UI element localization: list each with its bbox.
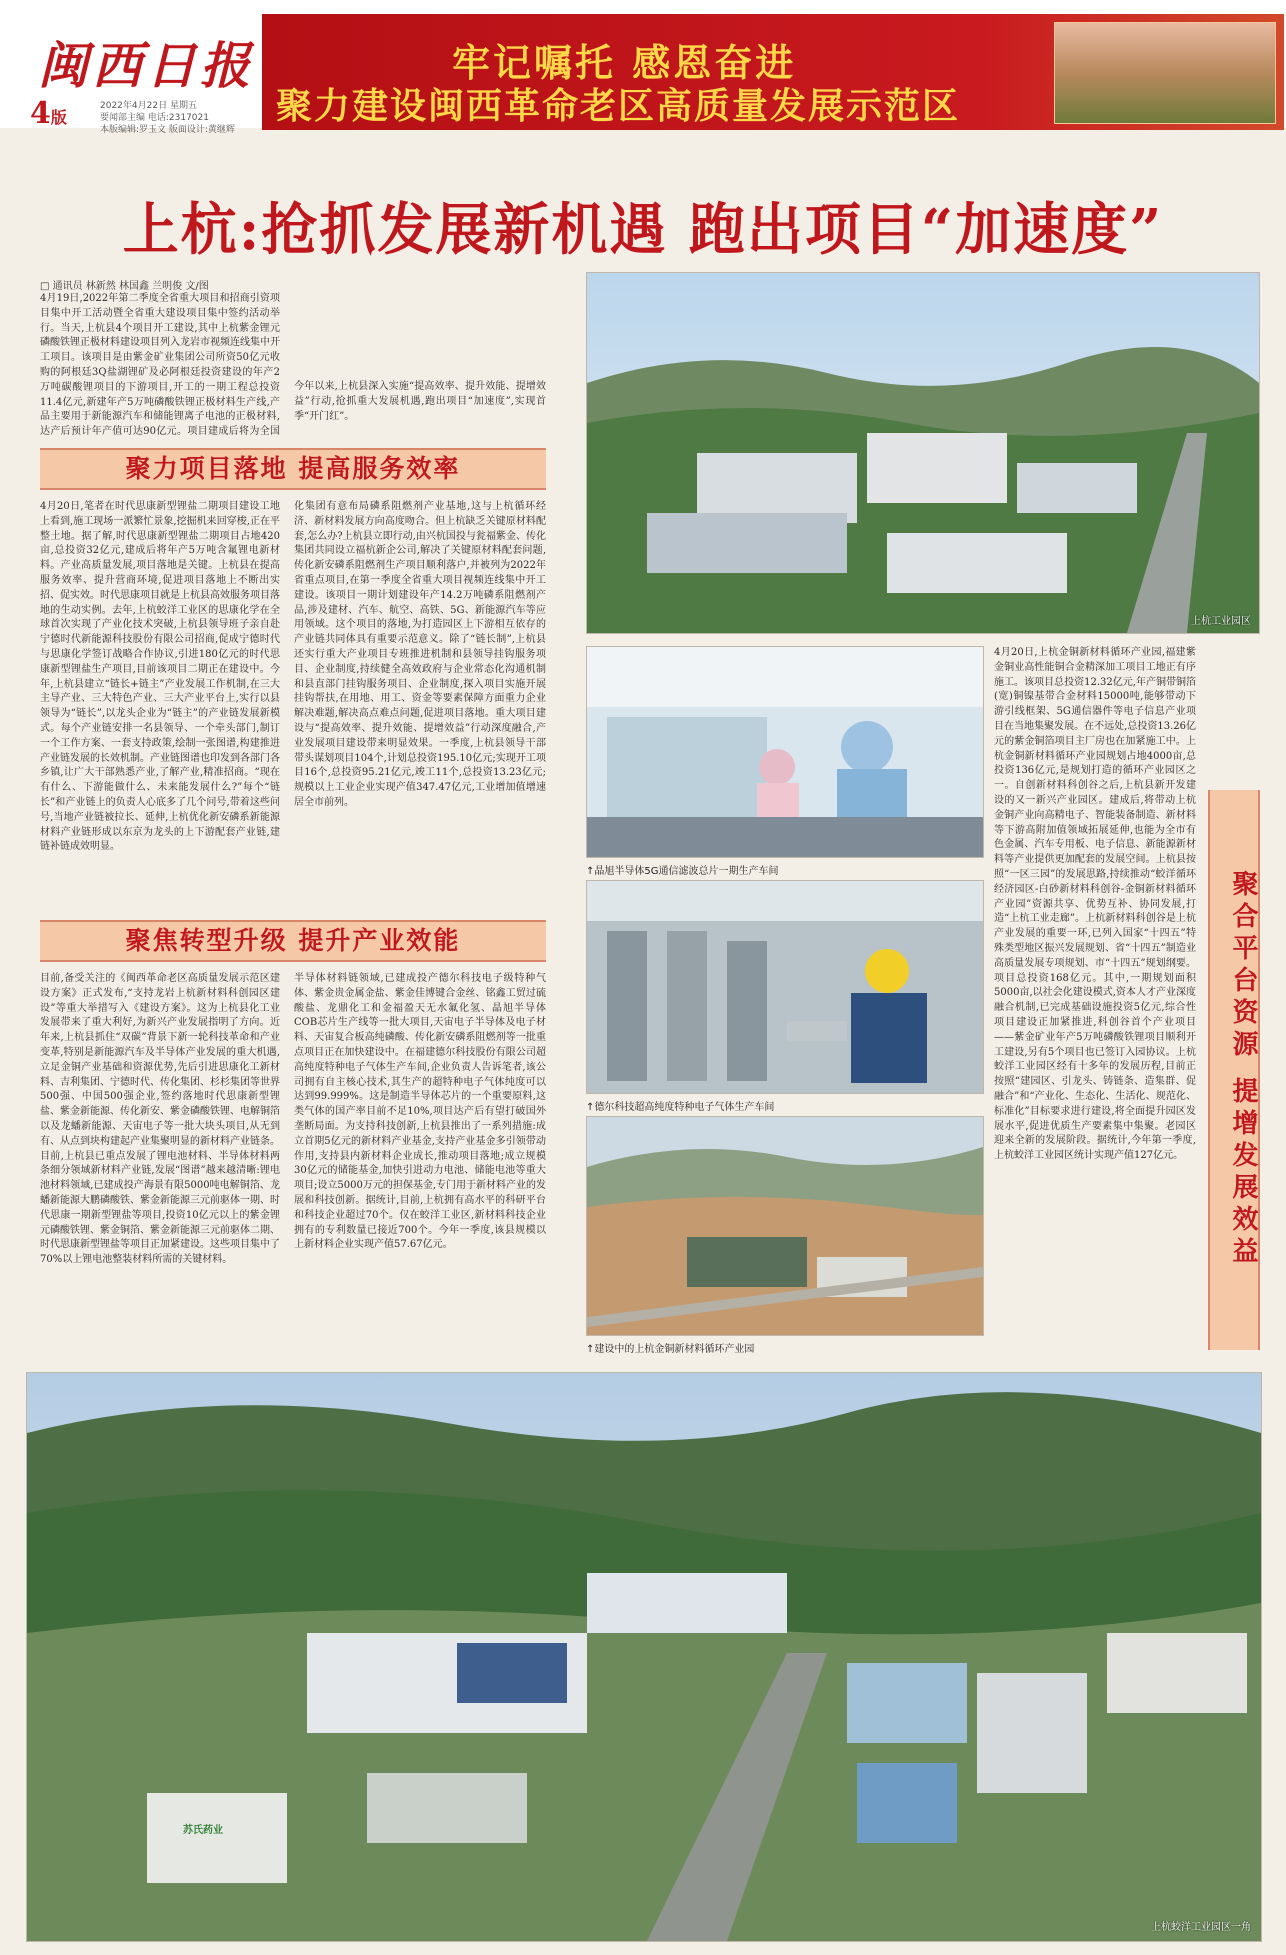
section2-text-col1: 目前,备受关注的《闽西革命老区高质量发展示范区建设方案》正式发布,“支持龙岩上杭新材料科创园区建设”等重大举措写入《建设方案》。这为上杭县化工业发展带来了重大利好,为新兴产业发展指明了方向。近年来,上杭县抓住“双碳”背景下新一轮科技革命和产业变革,特别是新能源汽车及半导体产业发展的重大机遇,立足金铜产业基础和资源优势,先后引进思康化工新材料、吉利集团、宁德时代、传化集团、杉杉集团等世界500强、中国500强企业,签约落地时代思康新型锂盐、紫金新能源、传化新安、紫金磷酸铁锂、电解铜箔以及龙蟠新能源、天宙电子等一批大块头项目,从无到有、从点到块构建起产业集聚明显的新材料产业链条。目前,上杭县已重点发展了锂电池材料、半导体材料两条细分领域新材料产业链,发展“图谱”越来越清晰:锂电池材料领域,已建成投产海景有限5000吨电解铜箔、龙蟠新能源大鹏磷酸铁、紫金新能源三元前驱体一期、时代思康一期新型锂盐等项目,投资10亿元以上的紫金锂元磷酸铁锂、紫金铜箔、紫金新能源三元前驱体二期、时代思康新型锂盐等项目正加紧建设。这些项目集中了70%以上锂电池整装材料所需的关键材料。 [40, 973, 280, 1266]
copper-park-construction-photo [586, 1116, 984, 1336]
industrial-park-aerial-image [587, 273, 1259, 633]
banner-slogan: 牢记嘱托 感恩奋进 [452, 40, 797, 85]
intro-text-col2: 今年以来,上杭县深入实施“提高效率、提升效能、提增效益”行动,抢抓重大发展机遇,跑出项目“加速度”,实现首季“开门红”。 [294, 381, 546, 422]
section2-text-col2: 半导体材料链领域,已建成投产德尔科技电子级特种气体、紫金贵金属金盐、紫金佳博键合金丝、铭鑫工贸过硫酸盐、龙鼎化工和金福盈天无水氟化氢、晶旭半导体COB芯片生产线等一批大项目,天宙电子半导体及电子材料、天宙复合板高纯磷酸、传化新安磷系阻燃剂等一批重点项目正在加快建设中。在福建德尔科技股份有限公司超高纯度特种电子气体生产车间,企业负责人告诉笔者,该公司拥有自主核心技术,其生产的超特种电子气体纯度可以达到99.999%。这是制造半导体芯片的一个重要原料,这类气体的国产率目前不足10%,项目达产后有望打破国外垄断局面。为支持科技创新,上杭县推出了一系列措施:成立首期5亿元的新材料产业基金,支持产业基金多引领带动作用,支持县内新材料企业成长,推动项目落地;成立规模30亿元的储能基金,加快引进动力电池、储能电池等重大项目;设立5000万元的担保基金,专门用于新材料产业的发展和科技创新。据统计,目前,上杭拥有高水平的科研平台和科技企业超过70个。仅在蛟洋工业区,新材料科技企业拥有的专利数量已接近700个。今年一季度,该县规模以上新材料企业实现产值57.67亿元。 [294, 973, 546, 1251]
gas-workshop-photo [586, 880, 984, 1094]
photo-caption-4: ↑建设中的上杭金铜新材料循环产业园 [586, 1344, 755, 1355]
banner-title: 聚力建设闽西革命老区高质量发展示范区 [276, 85, 961, 127]
semiconductor-workshop-photo [586, 646, 984, 858]
headline: 上杭:抢抓发展新机遇 跑出项目“加速度” [122, 197, 1164, 263]
section-heading-2: 聚焦转型升级 提升产业效能 [40, 920, 546, 962]
jiaoyang-industrial-park-image [27, 1373, 1261, 1941]
intro-text-col1: 4月19日,2022年第二季度全省重大项目和招商引资项目集中开工活动暨全省重大建设项目集中签约活动举行。当天,上杭县4个项目开工建设,其中上杭紫金锂元磷酸铁锂正极材料建设项目列入龙岩市视频连线集中开工项目。该项目是由紫金矿业集团公司所资50亿元收购的阿根廷3Q盐湖锂矿及必阿根廷投资建设的年产2万吨碳酸锂项目的下游项目,开工的一期工程总投资11.4亿元,新建年产5万吨磷酸铁锂正极材料生产线,产品主要用于新能源汽车和储能锂离子电池的正极材料,达产后预计年产值可达90亿元。项目建成后将为全国 [40, 293, 280, 438]
section1-text-col2: 化集团有意布局磷系阻燃剂产业基地,这与上杭循环经济、新材料发展方向高度吻合。但上杭缺乏关键原材料配套,怎么办?上杭县立即行动,由兴杭国投与瓮福紫金、传化集团共同设立福杭新企公司,解决了关键原材料配套问题,传化新安磷系阻燃剂生产项目顺利落户,并被列为2022年省重点项目,在第一季度全省重大项目视频连线集中开工建设。该项目一期计划建设年产14.2万吨磷系阻燃剂产品,涉及建材、汽车、航空、高铁、5G、新能源汽车等应用领域。这个项目的落地,为打造园区上下游相互依存的产业链共同体具有重要示范意义。除了“链长制”,上杭县还实行重大产业项目专班推进机制和县领导挂钩服务项目、企业制度,持续健全高效政府与企业常态化沟通机制和县直部门挂钩服务项目、企业制度,探入项目实施开展挂钩帮扶,在用地、用工、资金等要素保障方面重力企业解决难题,解决高点难点问题,促进项目落地。重大项目建设与“提高效率、提升效能、提增效益”行动深度融合,产业发展项目建设带来明显效果。一季度,上杭县领导干部带头谋划项目104个,计划总投资195.10亿元;实现开工项目16个,总投资95.21亿元,竣工11个,总投资13.23亿元;规模以上工业企业实现产值347.47亿元,工业增加值增速居全市前列。 [294, 501, 546, 808]
copper-park-construction-image [587, 1117, 983, 1335]
photo-caption-3: ↑德尔科技超高纯度特种电子气体生产车间 [586, 1102, 775, 1113]
industrial-park-aerial-photo [586, 272, 1260, 634]
photo-caption-1: 上杭工业园区 [1191, 616, 1251, 627]
section-heading-3: 聚合平台资源 提增发展效益 [1208, 790, 1260, 1350]
section3-text: 4月20日,上杭金铜新材料循环产业园,福建紫金铜业高性能铜合金精深加工项目工地正有序施工。该项目总投资12.32亿元,年产铜带铜箔(宽)铜镍基带合金材料15000吨,能够带动下游引线框架、5G通信器件等电子信息产业项目在当地集聚发展。在不远处,总投资13.26亿元的紫金铜箔项目主厂房也在加紧施工中。上杭金铜新材料循环产业园规划占地4000亩,总投资136亿元,是规划打造的循环产业园区之一。自创新材料科创谷之后,上杭县新开发建设的又一新兴产业园区。建成后,将带动上杭金铜产业向高精电子、智能装备制造、新材料等下游高附加值领域拓展延伸,也能为全市有色金属、汽车专用板、电子信息、新能源新材料等产业提供更加配套的发展空间。上杭县按照“一区三园”的发展思路,持续推动“蛟洋循环经济园区-白砂新材料科创谷-金铜新材料循环产业园”资源共享、优势互补、协同发展,打造“上杭工业走廊”。上杭新材料科创谷是上杭产业发展的重要一环,已列入国家“十四五”特殊类型地区振兴发展规划、省“十四五”制造业高质量发展专项规划、市“十四五”规划纲要。项目总投资168亿元。其中,一期规划面积5000亩,以社会化建设模式,资本人才产业深度融合机制,已完成基础设施投资5亿元,综合性项目建设正加紧推进,科创谷首个产业项目——紫金矿业年产5万吨磷酸铁锂项目顺利开工建设,另有5个项目也已签订入园协议。上杭蛟洋工业园区经有十多年的发展历程,目前正按照“建园区、引龙头、铸链条、造集群、促融合”和“产业化、生态化、生活化、规范化、标准化”目标要求进行建设,将全面提升园区发展水平,促进优质生产要素集中集聚。老园区迎来全新的发展阶段。据统计,今年第一季度,上杭蛟洋工业园区统计实现产值127亿元。 [994, 647, 1196, 1162]
banner-photo [1054, 22, 1276, 124]
page-header [0, 0, 1286, 135]
jiaoyang-industrial-park-photo [26, 1372, 1262, 1942]
issue-meta: 2022年4月22日 星期五 要闻部主编 电话:2317021 本版编辑:罗玉文 版面设计:黄继辉 [100, 101, 235, 135]
photo-caption-2: ↑晶旭半导体5G通信滤波总片一期生产车间 [586, 866, 779, 877]
section1-text-col1: 4月20日,笔者在时代思康新型锂盐二期项目建设工地上看到,施工现场一派繁忙景象,挖掘机来回穿梭,正在平整土地。据了解,时代思康新型锂盐二期项目占地420亩,总投资32亿元,建成后将年产5万吨含氟锂电新材料。产业高质量发展,项目落地是关键。上杭县在提高服务效率、提升营商环境,促进项目落地上不断出实招、促实效。时代思康项目就是上杭县高效服务项目落地的生动实例。去年,上杭蛟洋工业区的思康化学在全球首次实现了产业化技术突破,上杭县领导班子亲自赴宁德时代新能源科技股份有限公司招商,促成宁德时代与思康化学签订战略合作协议,引进180亿元的时代思康新型锂盐生产项目,目前该项目二期正在建设中。今年,上杭县建立“链长+链主”产业发展工作机制,在三大主导产业、三大特色产业、三大产业平台上,实行以县领导为“链长”,以龙头企业为“链主”的产业链发展新模式。每个产业链安排一名县领导、一个牵头部门,制订一个工作方案、一套支持政策,绘制一张图谱,构建推进产业链发展的长效机制。产业链图谱也印发到各部门各乡镇,让广大干部熟悉产业,了解产业,精准招商。“现在有什么、下游能做什么、未来能发展什么?”每个“链长”和产业链上的负责人心底多了几个问号,带着这些问号,当地产业链被拉长、延伸,上杭优化新安磷系新能源材料产业链形成以东京为龙头的上下游配套产业链,建链补链成效明显。 [40, 501, 280, 853]
semiconductor-workshop-image [587, 647, 983, 857]
header-banner [262, 14, 1284, 130]
photo-caption-5: 上杭蛟洋工业园区一角 [1151, 1922, 1251, 1933]
byline: □ 通讯员 林新然 林国鑫 兰明俊 文/图 [40, 281, 209, 292]
photo-sign-text: 苏氏药业 [183, 1825, 223, 1836]
gas-workshop-image [587, 881, 983, 1093]
masthead: 闽西日报 [38, 36, 254, 95]
edition-number: 4版 [30, 96, 67, 131]
section-heading-1: 聚力项目落地 提高服务效率 [40, 448, 546, 490]
